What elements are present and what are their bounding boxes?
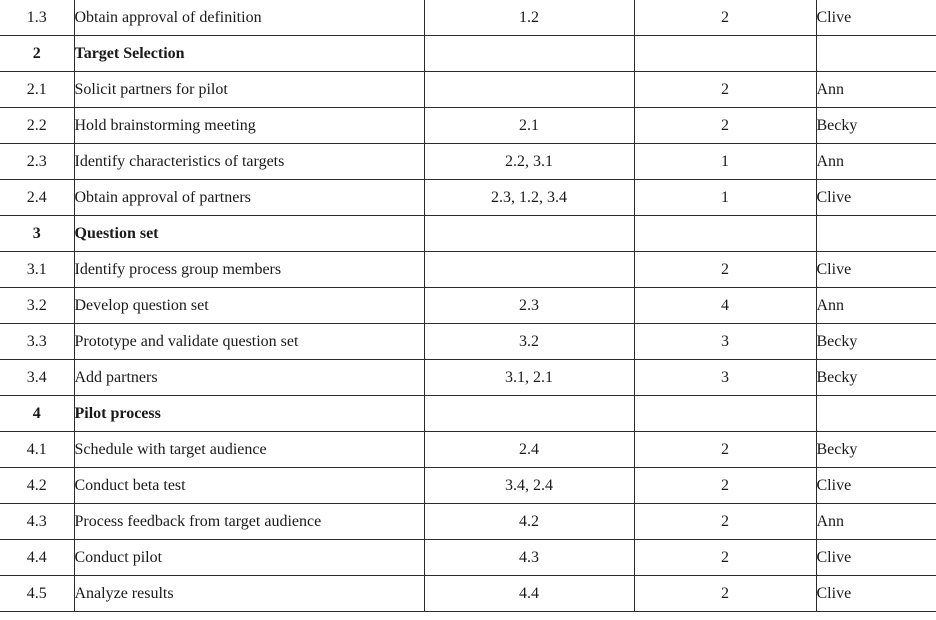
resource-cell: Becky (816, 324, 936, 360)
predecessors-cell: 2.1 (424, 108, 634, 144)
phase-row (0, 396, 936, 432)
predecessors-cell: 3.2 (424, 324, 634, 360)
task-id-cell: 3 (0, 216, 74, 252)
task-id-cell: 4.3 (0, 504, 74, 540)
resource-cell: Ann (816, 72, 936, 108)
task-name-cell: Obtain approval of partners (74, 180, 424, 216)
duration-cell: 2 (634, 540, 816, 576)
table-row (0, 144, 936, 180)
resource-cell (816, 36, 936, 72)
resource-cell: Clive (816, 576, 936, 612)
task-name-cell: Identify characteristics of targets (74, 144, 424, 180)
task-id-cell: 4.5 (0, 576, 74, 612)
duration-cell: 3 (634, 360, 816, 396)
duration-cell: 2 (634, 504, 816, 540)
duration-cell (634, 396, 816, 432)
duration-cell: 2 (634, 108, 816, 144)
table-row (0, 252, 936, 288)
predecessors-cell (424, 72, 634, 108)
task-name-cell: Obtain approval of definition (74, 0, 424, 36)
task-name-cell: Solicit partners for pilot (74, 72, 424, 108)
predecessors-cell (424, 216, 634, 252)
predecessors-cell: 3.1, 2.1 (424, 360, 634, 396)
duration-cell: 2 (634, 468, 816, 504)
task-name-cell: Conduct pilot (74, 540, 424, 576)
resource-cell: Becky (816, 360, 936, 396)
predecessors-cell (424, 396, 634, 432)
task-id-cell: 3.4 (0, 360, 74, 396)
task-name-cell: Develop question set (74, 288, 424, 324)
resource-cell: Clive (816, 468, 936, 504)
task-name-cell: Conduct beta test (74, 468, 424, 504)
duration-cell (634, 36, 816, 72)
table-row (0, 72, 936, 108)
predecessors-cell: 2.3 (424, 288, 634, 324)
resource-cell: Ann (816, 504, 936, 540)
duration-cell: 1 (634, 144, 816, 180)
predecessors-cell: 2.4 (424, 432, 634, 468)
resource-cell (816, 396, 936, 432)
predecessors-cell: 3.4, 2.4 (424, 468, 634, 504)
duration-cell: 2 (634, 0, 816, 36)
table-row (0, 576, 936, 612)
predecessors-cell (424, 36, 634, 72)
task-id-cell: 2.4 (0, 180, 74, 216)
task-id-cell: 3.3 (0, 324, 74, 360)
duration-cell: 2 (634, 72, 816, 108)
task-id-cell: 4.1 (0, 432, 74, 468)
phase-row (0, 36, 936, 72)
resource-cell: Clive (816, 252, 936, 288)
table-row (0, 504, 936, 540)
duration-cell: 2 (634, 432, 816, 468)
table-row (0, 540, 936, 576)
resource-cell: Clive (816, 0, 936, 36)
task-name-cell: Identify process group members (74, 252, 424, 288)
table-row (0, 468, 936, 504)
predecessors-cell (424, 252, 634, 288)
task-id-cell: 2.3 (0, 144, 74, 180)
table-row (0, 180, 936, 216)
duration-cell: 3 (634, 324, 816, 360)
duration-cell: 1 (634, 180, 816, 216)
predecessors-cell: 2.2, 3.1 (424, 144, 634, 180)
resource-cell: Becky (816, 432, 936, 468)
table-row (0, 0, 936, 36)
task-id-cell: 1.3 (0, 0, 74, 36)
task-id-cell: 3.2 (0, 288, 74, 324)
resource-cell: Clive (816, 180, 936, 216)
resource-cell: Ann (816, 288, 936, 324)
duration-cell (634, 216, 816, 252)
task-name-cell: Add partners (74, 360, 424, 396)
resource-cell: Ann (816, 144, 936, 180)
predecessors-cell: 4.4 (424, 576, 634, 612)
table-row (0, 324, 936, 360)
task-name-cell: Question set (74, 216, 424, 252)
predecessors-cell: 1.2 (424, 0, 634, 36)
resource-cell: Becky (816, 108, 936, 144)
table-row (0, 360, 936, 396)
duration-cell: 2 (634, 576, 816, 612)
resource-cell (816, 216, 936, 252)
task-name-cell: Pilot process (74, 396, 424, 432)
task-name-cell: Prototype and validate question set (74, 324, 424, 360)
table-row (0, 288, 936, 324)
task-id-cell: 2 (0, 36, 74, 72)
task-id-cell: 3.1 (0, 252, 74, 288)
phase-row (0, 216, 936, 252)
task-id-cell: 2.1 (0, 72, 74, 108)
duration-cell: 4 (634, 288, 816, 324)
table-row (0, 432, 936, 468)
task-id-cell: 4.2 (0, 468, 74, 504)
task-name-cell: Process feedback from target audience (74, 504, 424, 540)
task-name-cell: Hold brainstorming meeting (74, 108, 424, 144)
predecessors-cell: 4.3 (424, 540, 634, 576)
task-id-cell: 4.4 (0, 540, 74, 576)
table-row (0, 108, 936, 144)
task-id-cell: 4 (0, 396, 74, 432)
task-name-cell: Schedule with target audience (74, 432, 424, 468)
duration-cell: 2 (634, 252, 816, 288)
task-name-cell: Analyze results (74, 576, 424, 612)
task-id-cell: 2.2 (0, 108, 74, 144)
predecessors-cell: 4.2 (424, 504, 634, 540)
resource-cell: Clive (816, 540, 936, 576)
task-name-cell: Target Selection (74, 36, 424, 72)
predecessors-cell: 2.3, 1.2, 3.4 (424, 180, 634, 216)
